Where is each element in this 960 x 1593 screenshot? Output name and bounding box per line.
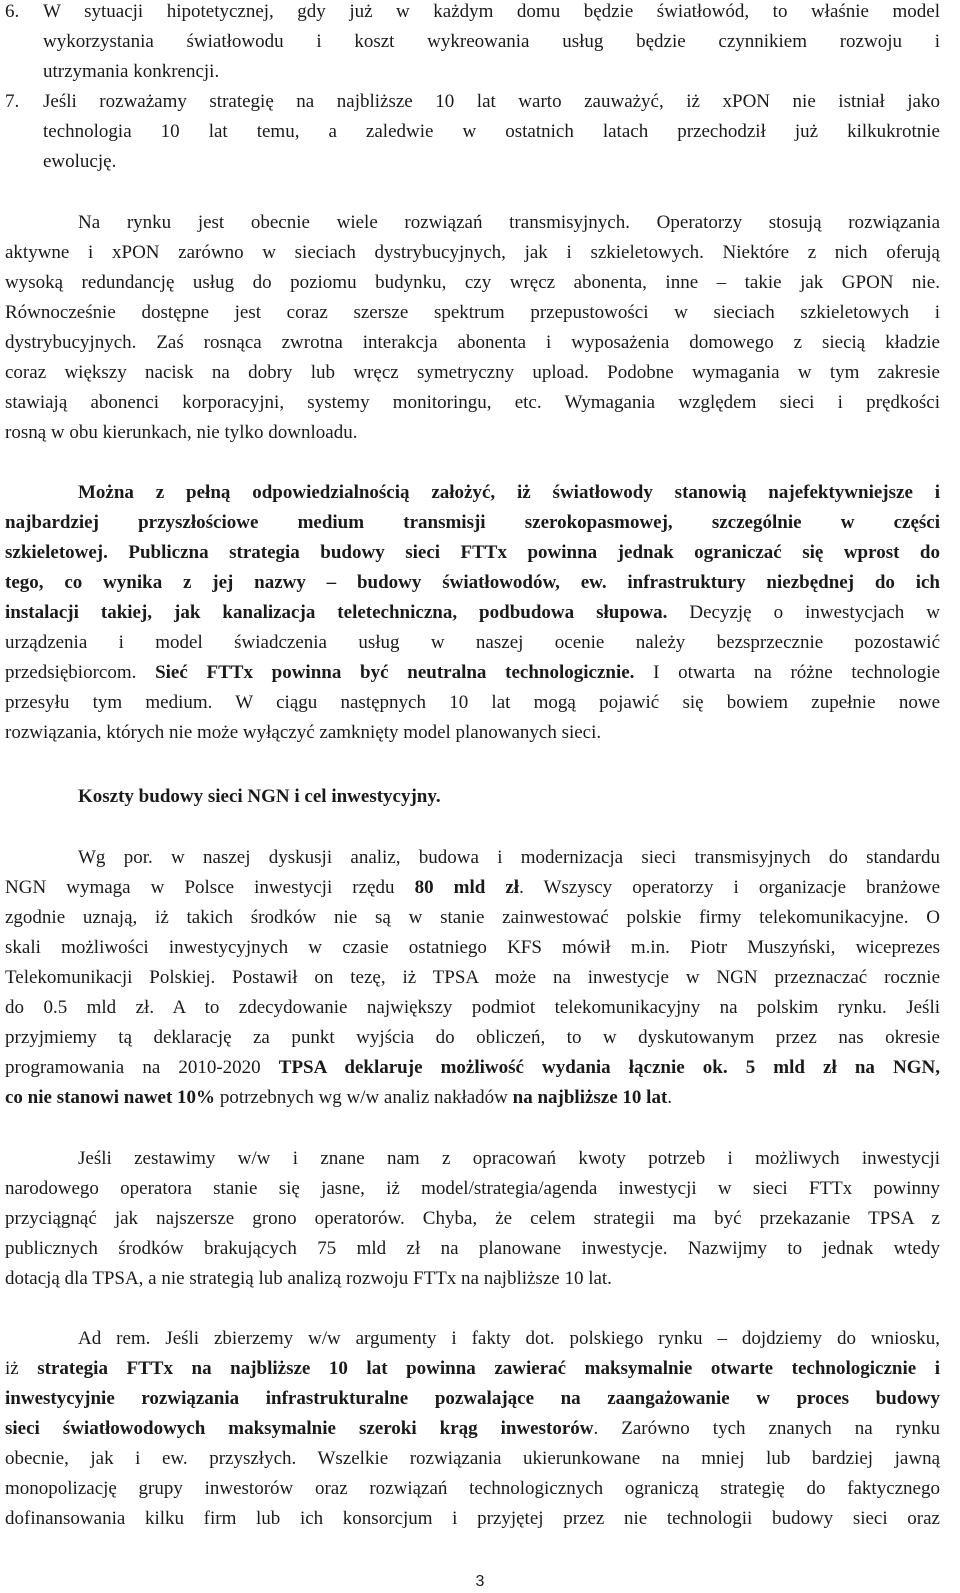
- paragraph-line: rosną w obu kierunkach, nie tylko downloadu.: [5, 422, 358, 443]
- text-span: iż: [5, 1358, 38, 1379]
- paragraph-line: do 0.5 mld zł. A to zdecydowanie największy podmiot telekomunikacyjny na polskim rynku. Jeśli: [5, 997, 940, 1018]
- bold-line: Można z pełną odpowiedzialnością założyć, iż światłowody stanowią najefektywniejsze i: [78, 482, 940, 503]
- bold-span: strategia FTTx na najbliższe 10 lat powinna zawierać maksymalnie otwarte technologicznie i: [37, 1358, 940, 1379]
- paragraph-line: Ad rem. Jeśli zbierzemy w/w argumenty i fakty dot. polskiego rynku – dojdziemy do wniosku,: [78, 1328, 940, 1349]
- list-number: 6.: [5, 1, 20, 22]
- text-span: przedsiębiorcom.: [5, 662, 156, 683]
- text-span: . Zarówno tych znanych na rynku: [593, 1418, 940, 1439]
- paragraph-line: przyjmiemy tą deklarację za punkt wyjścia do obliczeń, to w dyskutowanym przez nas okresie: [5, 1027, 940, 1048]
- paragraph-line: skali możliwości inwestycyjnych w czasie ostatniego KFS mówił m.in. Piotr Muszyński, wiceprezes: [5, 937, 940, 958]
- text-span: I otwarta na różne technologie: [634, 662, 940, 683]
- paragraph-line: [5, 1417, 940, 1441]
- paragraph-line: Telekomunikacji Polskiej. Postawił on tezę, iż TPSA może na inwestycje w NGN przeznaczać rocznie: [5, 967, 940, 988]
- bold-span: Sieć FTTx powinna być neutralna technologicznie.: [155, 662, 635, 683]
- bold-line: szkieletowej. Publiczna strategia budowy sieci FTTx powinna jednak ograniczać się wprost do: [5, 542, 940, 563]
- paragraph-line: monopolizację grupy inwestorów oraz rozwiązań technologicznych ograniczą strategię do faktycznego: [5, 1478, 940, 1499]
- paragraph-line: dotacją dla TPSA, a nie strategią lub analizą rozwoju FTTx na najbliższe 10 lat.: [5, 1268, 612, 1289]
- paragraph-line: coraz większy nacisk na dobry lub wręcz symetryczny upload. Podobne wymagania w tym zakresie: [5, 362, 940, 383]
- paragraph-line: Na rynku jest obecnie wiele rozwiązań transmisyjnych. Operatorzy stosują rozwiązania: [78, 212, 940, 233]
- list-text-line: Jeśli rozważamy strategię na najbliższe 10 lat warto zauważyć, iż xPON nie istniał jako: [43, 91, 940, 112]
- paragraph-line: obecnie, jak i ew. przyszłych. Wszelkie rozwiązania ukierunkowane na mniej lub bardziej jawną: [5, 1448, 940, 1469]
- text-span: Decyzję o inwestycjach w: [667, 602, 940, 623]
- paragraph-line: wysoką redundancję usług do poziomu budynku, czy wręcz abonenta, inne – takie jak GPON nie.: [5, 272, 940, 293]
- bold-span: co nie stanowi nawet 10%: [5, 1087, 216, 1108]
- list-text-line: technologia 10 lat temu, a zaledwie w ostatnich latach przechodził już kilkukrotnie: [43, 121, 940, 142]
- bold-span: 80 mld zł: [414, 877, 520, 898]
- text-span: potrzebnych wg w/w analiz nakładów: [215, 1087, 513, 1108]
- paragraph-line: stawiają abonenci korporacyjni, systemy monitoringu, etc. Wymagania względem sieci i prędkości: [5, 392, 940, 413]
- bold-line: najbardziej przyszłościowe medium transmisji szerokopasmowej, szczególnie w części: [5, 512, 940, 533]
- paragraph-line: [5, 661, 940, 685]
- paragraph-line: [5, 601, 940, 625]
- list-text-line: ewolucję.: [43, 151, 117, 172]
- paragraph-line: przesyłu tym medium. W ciągu następnych 10 lat mogą pojawić się bowiem zupełnie nowe: [5, 692, 940, 713]
- paragraph-line: Wg por. w naszej dyskusji analiz, budowa i modernizacja sieci transmisyjnych do standardu: [78, 847, 940, 868]
- paragraph-line: [5, 1086, 672, 1110]
- text-span: .: [667, 1087, 673, 1108]
- page-number: 3: [475, 1573, 485, 1590]
- bold-line: inwestycyjnie rozwiązania infrastrukturalne pozwalające na zaangażowanie w proces budowy: [5, 1388, 940, 1409]
- paragraph-line: zgodnie uznają, iż takich środków nie są w stanie zainwestować polskie firmy telekomunikacyjne. O: [5, 907, 940, 928]
- paragraph-line: publicznych środków brakujących 75 mld zł na planowane inwestycje. Nazwijmy to jednak wtedy: [5, 1238, 940, 1259]
- paragraph-line: [5, 1357, 940, 1381]
- paragraph-line: Jeśli zestawimy w/w i znane nam z opracowań kwoty potrzeb i możliwych inwestycji: [78, 1148, 940, 1169]
- paragraph-line: dystrybucyjnych. Zaś rosnąca zwrotna interakcja abonenta i wyposażenia domowego z siecią kładzie: [5, 332, 940, 353]
- paragraph-line: [5, 1056, 940, 1080]
- bold-span: TPSA deklaruje możliwość wydania łącznie ok. 5 mld zł na NGN,: [278, 1057, 940, 1078]
- text-span: . Wszyscy operatorzy i organizacje branżowe: [519, 877, 940, 898]
- paragraph-line: urządzenia i model świadczenia usług w naszej ocenie należy bezsprzecznie pozostawić: [5, 632, 940, 653]
- list-text-line: utrzymania konkrencji.: [43, 61, 220, 82]
- bold-line: tego, co wynika z jej nazwy – budowy światłowodów, ew. infrastruktury niezbędnej do ich: [5, 572, 940, 593]
- paragraph-line: narodowego operatora stanie się jasne, iż model/strategia/agenda inwestycji w sieci FTTx powinny: [5, 1178, 940, 1199]
- paragraph-line: przyciągnąć jak najszersze grono operatorów. Chyba, że celem strategii ma być przekazanie TPSA z: [5, 1208, 940, 1229]
- paragraph-line: rozwiązania, których nie może wyłączyć zamknięty model planowanych sieci.: [5, 722, 602, 743]
- list-text-line: W sytuacji hipotetycznej, gdy już w każdym domu będzie światłowód, to właśnie model: [43, 1, 940, 22]
- section-heading: Koszty budowy sieci NGN i cel inwestycyjny.: [78, 786, 441, 807]
- list-number: 7.: [5, 91, 20, 112]
- paragraph-line: aktywne i xPON zarówno w sieciach dystrybucyjnych, jak i szkieletowych. Niektóre z nich oferują: [5, 242, 940, 263]
- bold-span: instalacji takiej, jak kanalizacja teletechniczna, podbudowa słupowa.: [5, 602, 668, 623]
- text-span: programowania na 2010-2020: [5, 1057, 279, 1078]
- bold-span: sieci światłowodowych maksymalnie szeroki krąg inwestorów: [5, 1418, 594, 1439]
- text-span: NGN wymaga w Polsce inwestycji rzędu: [5, 877, 415, 898]
- paragraph-line: dofinansowania kilku firm lub ich konsorcjum i przyjętej przez nie technologii budowy sieci oraz: [5, 1508, 940, 1529]
- list-text-line: wykorzystania światłowodu i koszt wykreowania usług będzie czynnikiem rozwoju i: [43, 31, 940, 52]
- bold-span: na najbliższe 10 lat: [512, 1087, 668, 1108]
- paragraph-line: [5, 876, 940, 900]
- paragraph-line: Równocześnie dostępne jest coraz szersze spektrum przepustowości w sieciach szkieletowych i: [5, 302, 940, 323]
